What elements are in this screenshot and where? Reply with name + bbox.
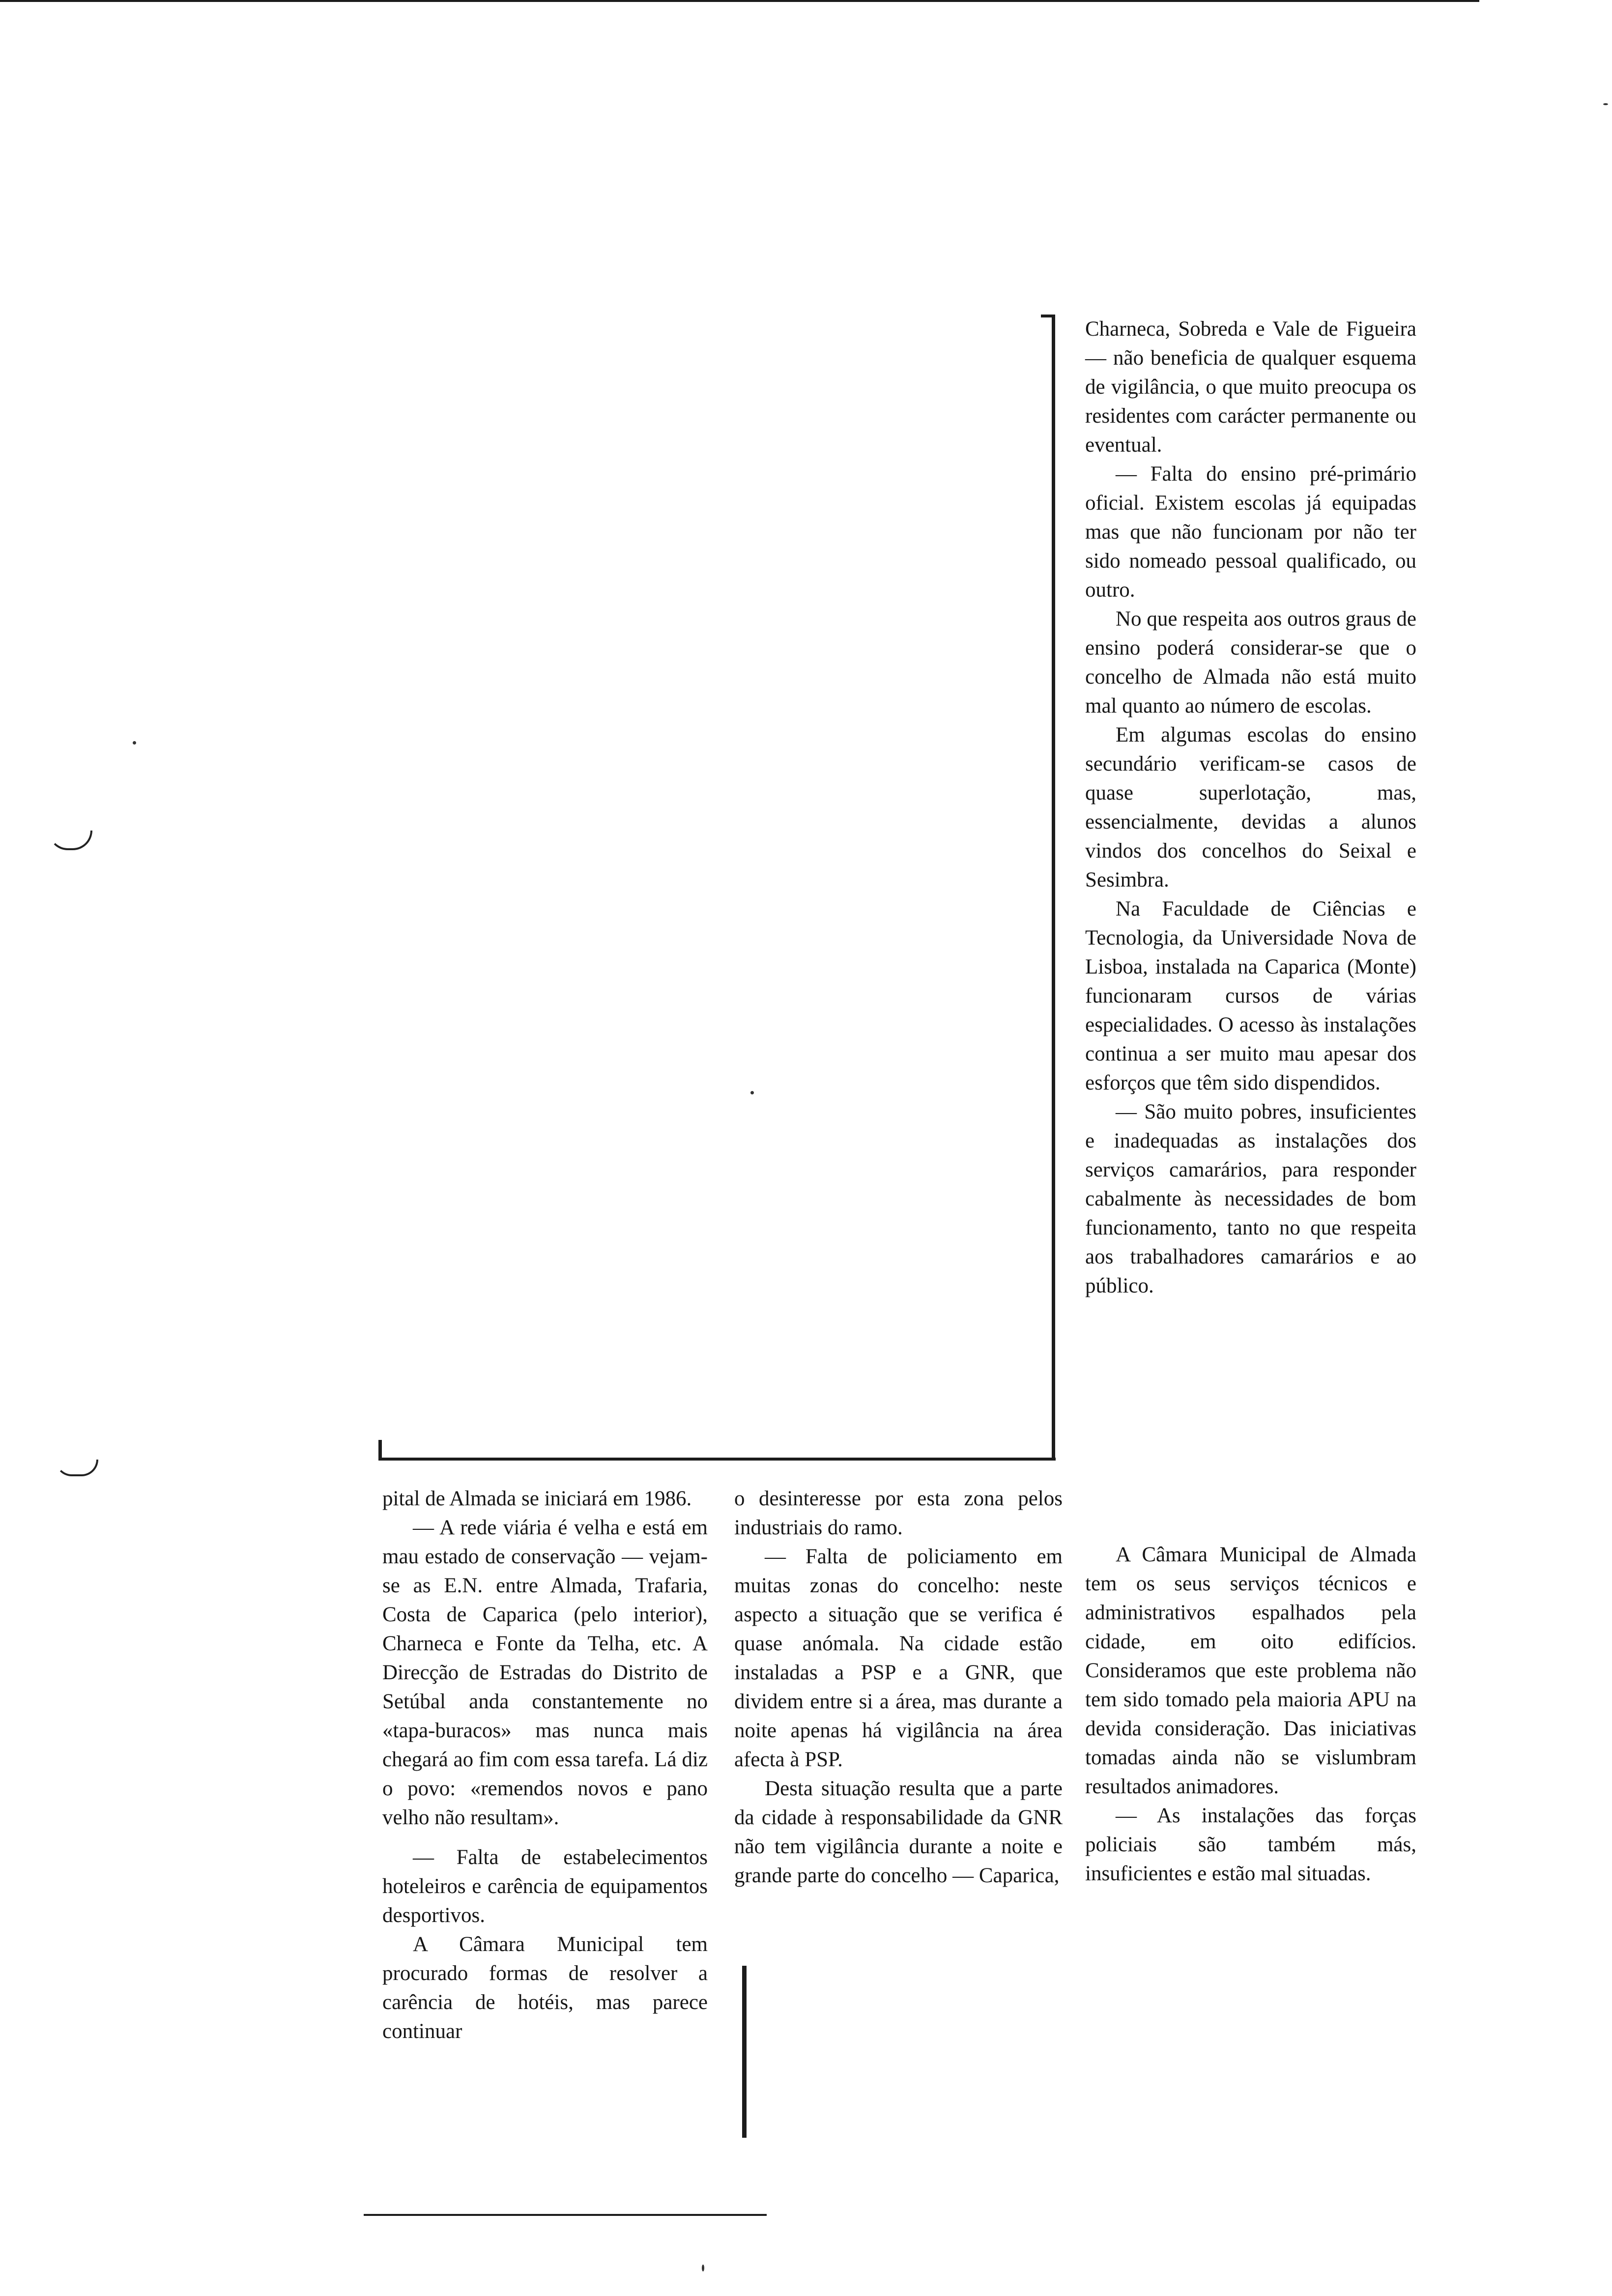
column-rule-middle [742,1966,747,2138]
paragraph: A Câmara Municipal tem procurado formas de resolver a carência de hotéis, mas parece continuar [382,1933,708,2043]
scan-mark-arc-2 [55,1460,98,1476]
paragraph: pital de Almada se iniciará em 1986. [382,1487,692,1510]
bottom-rule [364,2214,767,2216]
top-scan-edge [0,0,1479,2]
column-right-upper [1085,315,1416,1300]
scan-dot [750,1091,754,1094]
paragraph: — Falta de policiamento em muitas zonas do concelho: neste aspecto a situação que se verifica é quase anómala. Na cidade estão instaladas a PSP e a GNR, que dividem entre si a área, mas durante a noite apenas há vigilância na área afecta à PSP. [734,1545,1063,1771]
paragraph: Charneca, Sobreda e Vale de Figueira — não beneficia de qualquer esquema de vigilância, o que muito preocupa os residentes com carácter permanente ou eventual. [1085,317,1416,457]
paragraph: Desta situação resulta que a parte da cidade à responsabilidade da GNR não tem vigilância durante a noite e grande parte do concelho — Caparica, [734,1777,1063,1887]
column-left [382,1484,708,2046]
scan-mark-arc-1 [48,831,92,850]
paragraph: No que respeita aos outros graus de ensino poderá considerar-se que o concelho de Almada não está muito mal quanto ao número de escolas. [1085,607,1416,718]
box-rule-tick-left [378,1440,382,1461]
column-middle [734,1484,1063,1890]
scan-dot [1603,103,1608,105]
paragraph: — Falta do ensino pré-primário oficial. Existem escolas já equipadas mas que não funcionam por não ter sido nomeado pessoal qualificado, ou outro. [1085,462,1416,602]
paragraph: — A rede viária é velha e está em mau estado de conservação — vejam-se as E.N. entre Almada, Trafaria, Costa de Caparica (pelo interior), Charneca e Fonte da Telha, etc. A Direcção de Estradas do Distrito de Setúbal anda constantemente no «tapa-buracos» mas nunca mais chegará ao fim com essa tarefa. Lá diz o povo: «remendos novos e pano velho não resultam». [382,1516,708,1829]
paragraph: — As instalações das forças policiais são também más, insuficientes e estão mal situadas. [1085,1804,1416,1885]
paragraph: Em algumas escolas do ensino secundário verificam-se casos de quase superlotação, mas, essencialmente, devidas a alunos vindos dos concelhos do Seixal e Sesimbra. [1085,723,1416,891]
paragraph: A Câmara Municipal de Almada tem os seus serviços técnicos e administrativos espalhados pela cidade, em oito edifícios. Consideramos que este problema não tem sido tomado pela maioria APU na devida consideração. Das iniciativas tomadas ainda não se vislumbram resultados animadores. [1085,1543,1416,1798]
scan-dot [133,741,136,745]
scan-dot [702,2265,704,2271]
column-right-lower [1085,1540,1416,1888]
box-rule-horizontal [378,1458,1056,1461]
paragraph: o desinteresse por esta zona pelos industriais do ramo. [734,1487,1063,1539]
box-rule-tick-top [1041,315,1054,317]
paragraph: — Falta de estabelecimentos hoteleiros e carência de equipamentos desportivos. [382,1846,708,1927]
box-rule-vertical-right [1052,315,1055,1460]
paragraph: Na Faculdade de Ciências e Tecnologia, da Universidade Nova de Lisboa, instalada na Caparica (Monte) funcionaram cursos de várias especialidades. O acesso às instalações continua a ser muito mau apesar dos esforços que têm sido dispendidos. [1085,897,1416,1094]
paragraph: — São muito pobres, insuficientes e inadequadas as instalações dos serviços camarários, para responder cabalmente às necessidades de bom funcionamento, tanto no que respeita aos trabalhadores camarários e ao público. [1085,1100,1416,1297]
